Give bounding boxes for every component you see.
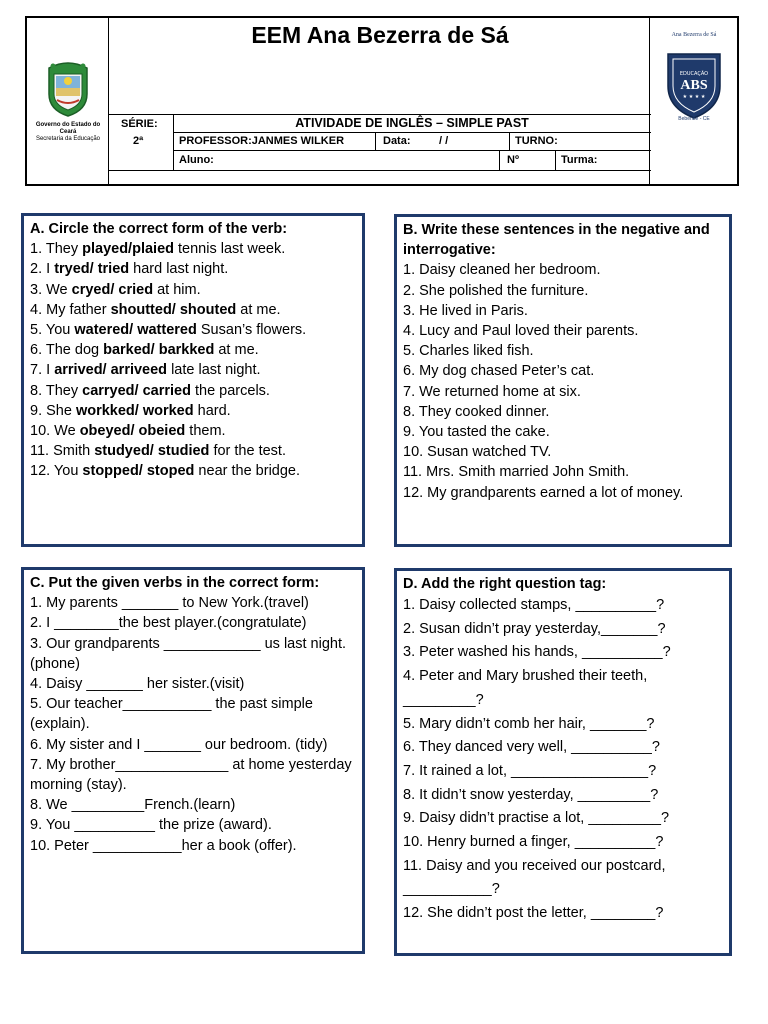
section-a <box>21 213 365 547</box>
verb-options[interactable]: stopped/ stoped <box>82 463 195 480</box>
exercise-item: 6. My sister and I _______ our bedroom. (tidy) <box>30 736 328 753</box>
school-name: EEM Ana Bezerra de Sá <box>251 22 509 48</box>
verb-options[interactable]: arrived/ arriveed <box>54 362 168 379</box>
exercise-item: 8. They carryed/ carried the parcels. <box>30 382 270 399</box>
section-d-title: D. Add the right question tag: <box>403 576 607 592</box>
serie-value: 2ª <box>133 135 144 147</box>
svg-text:ABS: ABS <box>680 78 708 93</box>
exercise-item: 3. Peter washed his hands, __________? <box>403 644 671 661</box>
seal-location: Beberibe - CE <box>678 116 710 122</box>
seal-school-name: Ana Bezerra de Sá <box>671 32 717 38</box>
school-seal <box>649 18 737 186</box>
exercise-item: 5. Our teacher___________ the past simple (explain). <box>30 696 313 733</box>
exercise-item: 5. Charles liked fish. <box>403 343 534 360</box>
exercise-item: 10. Henry burned a finger, __________? <box>403 834 664 851</box>
verb-options[interactable]: tryed/ tried <box>54 261 130 278</box>
exercise-item: 10. We obeyed/ obeied them. <box>30 423 226 440</box>
exercise-item: 2. I ________the best player.(congratulate) <box>30 615 307 632</box>
verb-options[interactable]: barked/ barkked <box>103 342 215 359</box>
section-c <box>21 567 365 954</box>
exercise-item: 7. I arrived/ arriveed late last night. <box>30 362 261 379</box>
government-logo-caption: Governo do Estado do Ceará Secretaria da Educação <box>35 122 101 142</box>
exercise-item: 2. She polished the furniture. <box>403 282 589 299</box>
exercise-item: 7. It rained a lot, _________________? <box>403 762 657 779</box>
worksheet-header <box>25 16 739 186</box>
verb-options[interactable]: carryed/ carried <box>82 382 191 399</box>
verb-options[interactable]: watered/ wattered <box>74 322 197 339</box>
section-c-title: C. Put the given verbs in the correct form: <box>30 575 320 591</box>
exercise-item: 8. It didn’t snow yesterday, _________? <box>403 786 659 803</box>
class-label: Turma: <box>561 154 598 166</box>
exercise-item: 7. My brother______________ at home yesterday morning (stay). <box>30 756 352 794</box>
exercise-item: 1. They played/plaied tennis last week. <box>30 241 286 258</box>
exercise-item: 10. Peter ___________her a book (offer). <box>30 837 297 854</box>
exercise-item: 12. She didn’t post the letter, ________? <box>403 905 664 922</box>
verb-options[interactable]: cryed/ cried <box>71 281 154 298</box>
exercise-item: 1. My parents _______ to New York.(travel) <box>30 595 309 612</box>
exercise-item: 8. They cooked dinner. <box>403 403 550 420</box>
section-a-title: A. Circle the correct form of the verb: <box>30 221 288 237</box>
exercise-item: 11. Smith studyed/ studied for the test. <box>30 443 286 460</box>
exercise-item: 12. My grandparents earned a lot of money. <box>403 484 684 501</box>
date-label: Data: <box>383 135 411 147</box>
exercise-item: 11. Daisy and you received our postcard, ___________? <box>403 857 666 898</box>
exercise-item: 10. Susan watched TV. <box>403 444 552 461</box>
section-d <box>394 568 732 956</box>
exercise-item: 6. They danced very well, __________? <box>403 739 660 756</box>
exercise-item: 3. Our grandparents ____________ us last night. (phone) <box>30 635 347 672</box>
section-b-title: B. Write these sentences in the negative and interrogative: <box>403 222 710 259</box>
government-logo <box>27 18 109 186</box>
exercise-item: 6. The dog barked/ barkked at me. <box>30 342 259 359</box>
section-b <box>394 214 732 547</box>
exercise-item: 2. Susan didn’t pray yesterday,_______? <box>403 620 666 637</box>
verb-options[interactable]: workked/ worked <box>75 402 194 419</box>
exercise-item: 2. I tryed/ tried hard last night. <box>30 261 229 278</box>
section-d-list <box>403 594 723 926</box>
activity-title: ATIVIDADE DE INGLÊS – SIMPLE PAST <box>295 116 529 130</box>
exercise-item: 9. She workked/ worked hard. <box>30 402 231 419</box>
exercise-item: 9. You tasted the cake. <box>403 424 550 441</box>
section-b-list <box>403 260 723 502</box>
abs-seal-icon <box>662 42 726 120</box>
exercise-item: 6. My dog chased Peter’s cat. <box>403 363 595 380</box>
number-label: Nº <box>507 154 519 166</box>
exercise-item: 12. You stopped/ stoped near the bridge. <box>30 463 301 480</box>
exercise-item: 8. We _________French.(learn) <box>30 797 236 814</box>
verb-options[interactable]: shoutted/ shouted <box>110 301 237 318</box>
exercise-item: 5. You watered/ wattered Susan’s flowers. <box>30 322 307 339</box>
exercise-item: 9. Daisy didn’t practise a lot, _________? <box>403 810 670 827</box>
verb-options[interactable]: studyed/ studied <box>94 443 210 460</box>
professor-name: PROFESSOR:JANMES WILKER <box>179 135 345 147</box>
exercise-item: 3. We cryed/ cried at him. <box>30 281 201 298</box>
exercise-item: 5. Mary didn’t comb her hair, _______? <box>403 715 655 732</box>
ceara-crest-icon <box>43 58 93 118</box>
student-label: Aluno: <box>179 154 214 166</box>
exercise-item: 1. Daisy cleaned her bedroom. <box>403 262 601 279</box>
exercise-item: 4. Daisy _______ her sister.(visit) <box>30 676 245 693</box>
section-a-list <box>30 239 356 481</box>
section-c-list <box>30 593 356 856</box>
svg-text:EDUCAÇÃO: EDUCAÇÃO <box>679 71 709 77</box>
exercise-item: 1. Daisy collected stamps, __________? <box>403 597 665 613</box>
date-field[interactable]: / / <box>439 135 449 147</box>
serie-label: SÉRIE: <box>121 118 158 130</box>
exercise-item: 4. Lucy and Paul loved their parents. <box>403 323 639 340</box>
exercise-item: 7. We returned home at six. <box>403 383 581 400</box>
exercise-item: 3. He lived in Paris. <box>403 302 528 319</box>
exercise-item: 4. My father shoutted/ shouted at me. <box>30 301 281 318</box>
verb-options[interactable]: played/plaied <box>82 241 174 258</box>
exercise-item: 11. Mrs. Smith married John Smith. <box>403 464 630 481</box>
shift-label: TURNO: <box>515 135 558 147</box>
exercise-item: 4. Peter and Mary brushed their teeth, _________? <box>403 668 648 708</box>
exercise-item: 9. You __________ the prize (award). <box>30 817 272 834</box>
verb-options[interactable]: obeyed/ obeied <box>79 423 186 440</box>
svg-text:★ ★ ★ ★: ★ ★ ★ ★ <box>682 94 706 100</box>
